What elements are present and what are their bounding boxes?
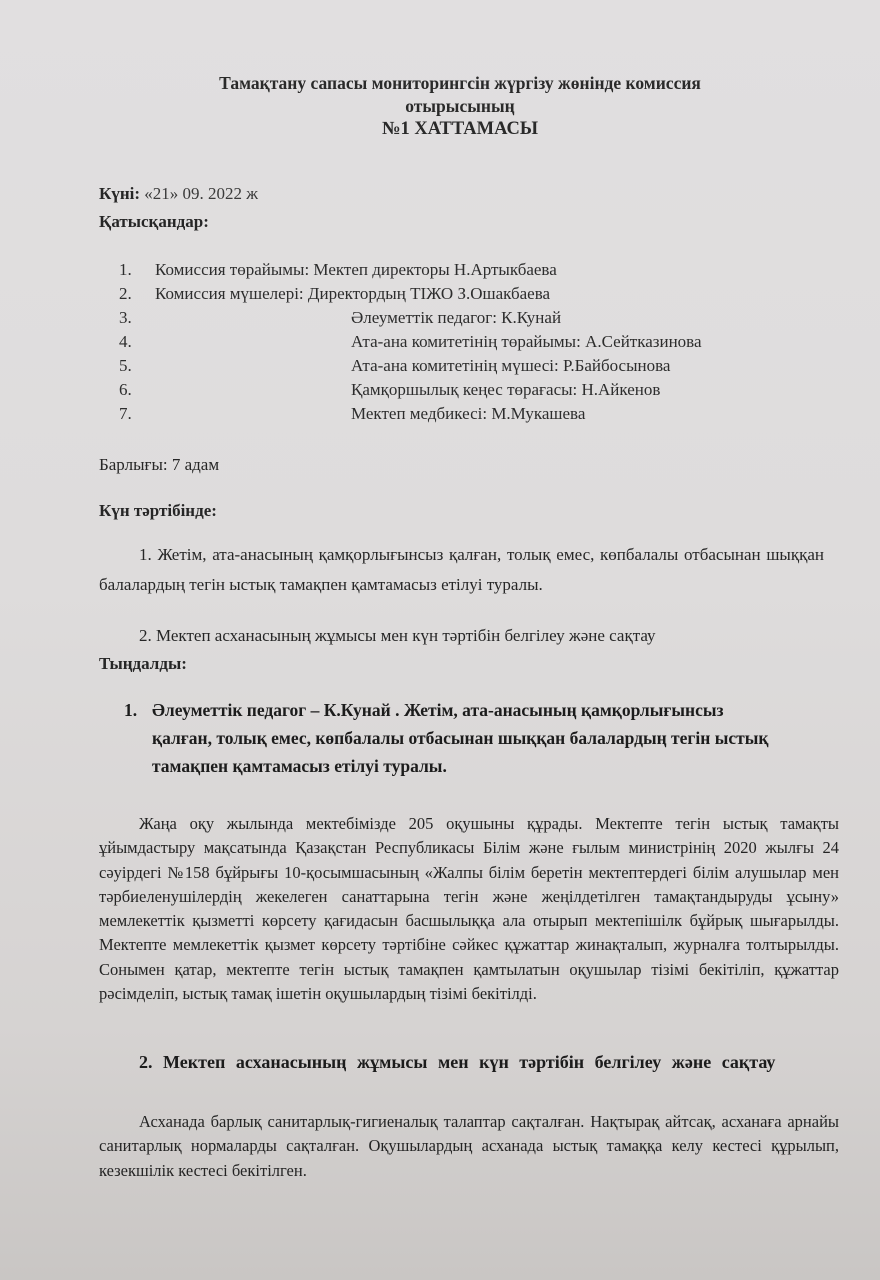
participant-row: [119, 306, 819, 330]
participant-row: [119, 258, 819, 282]
section-1-body: Жаңа оқу жылында мектебімізде 205 оқушыны құрады. Мектепте тегін ыстық тамақты ұйымдастыру мақсатында Қазақстан Республикасы Білім және ғылым министрінің 2020 жылғы 24 сәуірдегі №158 бұйрығы 10-қосымшасының «Жалпы білім беретін мектептердегі білім алушылар мен тәрбиеленушілердің жекелеген санаттарына тегін және жеңілдетілген тамақтандыруды ұсыну» мемлекеттік қызметті көрсету қағидасын басшылыққа ала отырып мектепішілк бұйрық шығарылды. Мектепте мемлекеттік қызмет көрсету тәртібіне сәйкес құжаттар жинақталып, журналға толтырылды. Сонымен қатар, мектепте тегін ыстық тамақпен қамтылатын оқушылар тізімі бекітіліп, құжаттар рәсімделіп, ыстық тамақ ішетін оқушылардың тізімі бекітілді.: [99, 814, 839, 1004]
participant-number: 3.: [119, 308, 132, 327]
heard-label: Тыңдалды:: [99, 654, 187, 673]
participant-role: Ата-ана комитетінің төрайымы: А.Сейтказинова: [351, 332, 702, 351]
agenda-item-1: 1. Жетім, ата-анасының қамқорлығынсыз қалған, толық емес, көпбалалы отбасынан шыққан балалардың тегін ыстық тамақпен қамтамасыз етілуі туралы.: [99, 545, 824, 594]
title-line-2: отырысының: [405, 96, 515, 116]
participant-role: Комиссия төрайымы: Мектеп директоры Н.Артыкбаева: [155, 260, 557, 279]
participant-row: [119, 354, 819, 378]
section-2-heading: 2. Мектеп асханасының жұмысы мен күн тәртібін белгілеу және сақтау: [139, 1052, 776, 1072]
participant-number: 5.: [119, 356, 132, 375]
meeting-date: [99, 184, 258, 204]
title-line-1: Тамақтану сапасы мониторингсін жүргізу жөнінде комиссия: [219, 73, 701, 93]
section-2-body: Асханада барлық санитарлық-гигиеналық талаптар сақталған. Нақтырақ айтсақ, асханаға арнайы санитарлық нормаларды сақталған. Оқушылардың асханада ыстық тамаққа келу кестесі құрылып, кезекшілік кестесі бекітілген.: [99, 1112, 839, 1180]
participant-role: Ата-ана комитетінің мүшесі: Р.Байбосынова: [351, 356, 671, 375]
section-1-number: 1.: [124, 700, 138, 720]
participant-role: Комиссия мүшелері: Директордың ТІЖО З.Ошакбаева: [155, 284, 551, 303]
participant-row: [119, 282, 819, 306]
participant-row: [119, 330, 819, 354]
section-1-heading: [124, 696, 784, 780]
participant-number: 7.: [119, 404, 132, 423]
document-title: [150, 72, 770, 141]
section-1-heading-text: Әлеуметтік педагог – К.Кунай . Жетім, ата-анасының қамқорлығынсыз қалған, толық емес, көпбалалы отбасынан шыққан балалардың тегін ыстық тамақпен қамтамасыз етілуі туралы.: [152, 700, 769, 776]
participant-role: Мектеп медбикесі: М.Мукашева: [351, 404, 586, 423]
date-label: Күні:: [99, 184, 141, 203]
participant-role: Әлеуметтік педагог: К.Кунай: [351, 308, 562, 327]
participants-list: [119, 258, 819, 426]
participants-total: Барлығы: 7 адам: [99, 455, 220, 474]
title-line-3: №1 ХАТТАМАСЫ: [381, 119, 539, 139]
participant-role: Қамқоршылық кеңес төрағасы: Н.Айкенов: [351, 380, 661, 399]
participants-label: Қатысқандар:: [99, 212, 209, 231]
participant-number: 6.: [119, 380, 132, 399]
date-value: «21» 09. 2022 ж: [144, 184, 259, 203]
participant-number: 1.: [119, 260, 132, 279]
agenda-label: Күн тәртібінде:: [99, 501, 217, 520]
participant-row: [119, 402, 819, 426]
participant-row: [119, 378, 819, 402]
participant-number: 2.: [119, 284, 132, 303]
agenda-item-2: 2. Мектеп асханасының жұмысы мен күн тәртібін белгілеу және сақтау: [139, 626, 656, 645]
participant-number: 4.: [119, 332, 132, 351]
